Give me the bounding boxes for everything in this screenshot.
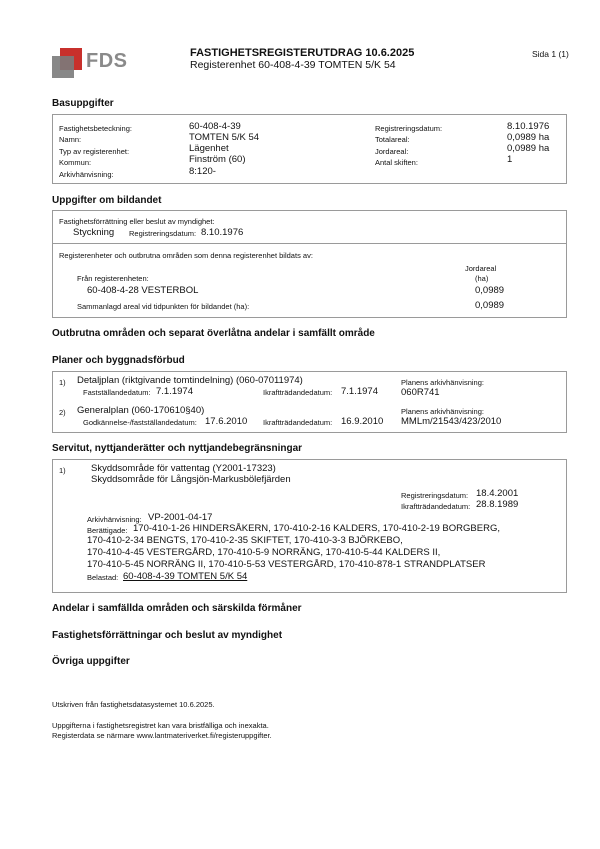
plan-1-date2-label: Ikraftträdandedatum: [263,388,333,397]
value-arkivhanvisning: 8:120- [189,166,216,177]
servitut-1-number: 1) [59,466,66,475]
label-namn: Namn: [59,135,82,144]
plan-2-ark-value: MMLm/21543/423/2010 [401,416,502,427]
section-heading-forrattningar: Fastighetsförrättningar och beslut av myndighet [52,630,283,641]
value-registreringsdatum: 8.10.1976 [507,121,550,132]
value-sammanlagd-areal: 0,0989 [475,300,505,311]
basuppgifter-box [52,114,567,184]
divider [53,243,566,244]
section-heading-servitut: Servitut, nyttjanderätter och nyttjandebegränsningar [52,443,303,454]
servitut-ark-value: VP-2001-04-17 [148,512,213,523]
footer-printed-from: Utskriven från fastighetsdatasystemet 10.6.2025. [52,700,215,709]
label-registreringsdatum: Registreringsdatum: [375,124,443,133]
page-number: Sida 1 (1) [532,49,569,59]
servitut-berattigade-label: Berättigade: [87,526,128,535]
document-title: FASTIGHETSREGISTERUTDRAG 10.6.2025 [190,47,415,59]
planer-box [52,371,567,433]
servitut-reg-value: 18.4.2001 [476,488,519,499]
servitut-reg-label: Registreringsdatum: [401,491,469,500]
plan-2-date1-label: Godkännelse-/fastställandedatum: [83,418,197,427]
logo-grey-square [52,56,74,78]
plan-1-date2-value: 7.1.1974 [341,386,378,397]
label-jordareal-column: Jordareal [465,264,497,273]
footer-more-info: Registerdata se närmare www.lantmateriverket.fi/registeruppgifter. [52,731,272,740]
value-fran-area: 0,0989 [475,285,505,296]
plan-1-ark-label: Planens arkivhänvisning: [401,378,484,387]
servitut-berattigade-line: 170-410-1-26 HINDERSÅKERN, 170-410-2-16 KALDERS, 170-410-2-19 BORGBERG, [133,523,500,534]
servitut-ikraft-value: 28.8.1989 [476,499,519,510]
value-kommun: Finström (60) [189,154,246,165]
value-fastighetsbeteckning: 60-408-4-39 [189,121,241,132]
plan-1-date1-label: Fastställandedatum: [83,388,151,397]
label-fastighetsbeteckning: Fastighetsbeteckning: [59,124,132,133]
plan-2-title: Generalplan (060-170610§40) [77,405,205,416]
label-arkivhanvisning: Arkivhänvisning: [59,170,114,179]
plan-1-date1-value: 7.1.1974 [156,386,193,397]
servitut-ark-label: Arkivhänvisning: [87,515,142,524]
plan-2-number: 2) [59,408,66,417]
value-totalareal: 0,0989 ha [507,132,550,143]
fds-logo [52,48,132,78]
value-bildandet-registreringsdatum: 8.10.1976 [201,227,244,238]
plan-2-date2-value: 16.9.2010 [341,416,384,427]
label-typ: Typ av registerenhet: [59,147,130,156]
label-kommun: Kommun: [59,158,92,167]
label-totalareal: Totalareal: [375,135,410,144]
plan-2-date1-value: 17.6.2010 [205,416,248,427]
value-forrattning: Styckning [73,227,115,238]
section-heading-ovriga: Övriga uppgifter [52,656,130,667]
document-subtitle: Registerenhet 60-408-4-39 TOMTEN 5/K 54 [190,59,396,71]
section-heading-planer: Planer och byggnadsförbud [52,355,185,366]
label-registerenheter: Registerenheter och outbrutna områden som denna registerenhet bildats av: [59,251,313,260]
servitut-1-subtitle: Skyddsområde för Långsjön-Markusbölefjärden [91,474,291,485]
servitut-box [52,459,567,593]
servitut-ikraft-label: Ikraftträdandedatum: [401,502,471,511]
plan-2-date2-label: Ikraftträdandedatum: [263,418,333,427]
value-fran-registerenheten: 60-408-4-28 VESTERBOL [87,285,199,296]
section-heading-bildandet: Uppgifter om bildandet [52,195,162,206]
value-jordareal: 0,0989 ha [507,143,550,154]
servitut-1-title: Skyddsområde för vattentag (Y2001-17323) [91,463,276,474]
section-heading-andelar: Andelar i samfällda områden och särskilda förmåner [52,603,302,614]
logo-text: FDS [86,50,128,72]
servitut-berattigade-line: 170-410-2-34 BENGTS, 170-410-2-35 SKIFTET, 170-410-3-3 BJÖRKEBO, [87,535,403,546]
label-antal-skiften: Antal skiften: [375,158,418,167]
footer-disclaimer: Uppgifterna i fastighetsregistret kan vara bristfälliga och inexakta. [52,721,269,730]
plan-1-number: 1) [59,378,66,387]
plan-1-title: Detaljplan (riktgivande tomtindelning) (060-07011974) [77,375,303,386]
servitut-berattigade-line: 170-410-5-45 NORRÄNG II, 170-410-5-53 VESTERGÅRD, 170-410-878-1 STRANDPLATSER [87,559,486,570]
plan-1-ark-value: 060R741 [401,387,440,398]
servitut-berattigade-line: 170-410-4-45 VESTERGÅRD, 170-410-5-9 NORRÄNG, 170-410-5-44 KALDERS II, [87,547,441,558]
label-fran-registerenheten: Från registerenheten: [77,274,149,283]
label-sammanlagd-areal: Sammanlagd areal vid tidpunkten för bildandet (ha): [77,302,250,311]
value-namn: TOMTEN 5/K 54 [189,132,260,143]
label-forrattning: Fastighetsförrättning eller beslut av myndighet: [59,217,215,226]
servitut-belastad-label: Belastad: [87,573,119,582]
label-ha-unit: (ha) [475,274,489,283]
plan-2-ark-label: Planens arkivhänvisning: [401,407,484,416]
servitut-belastad-value: 60-408-4-39 TOMTEN 5/K 54 [123,571,248,582]
label-bildandet-registreringsdatum: Registreringsdatum: [129,229,197,238]
label-jordareal: Jordareal: [375,147,409,156]
bildandet-box [52,210,567,318]
section-heading-basuppgifter: Basuppgifter [52,98,114,109]
value-typ: Lägenhet [189,143,229,154]
value-antal-skiften: 1 [507,154,513,165]
section-heading-outbrutna: Outbrutna områden och separat överlåtna andelar i samfällt område [52,328,375,339]
